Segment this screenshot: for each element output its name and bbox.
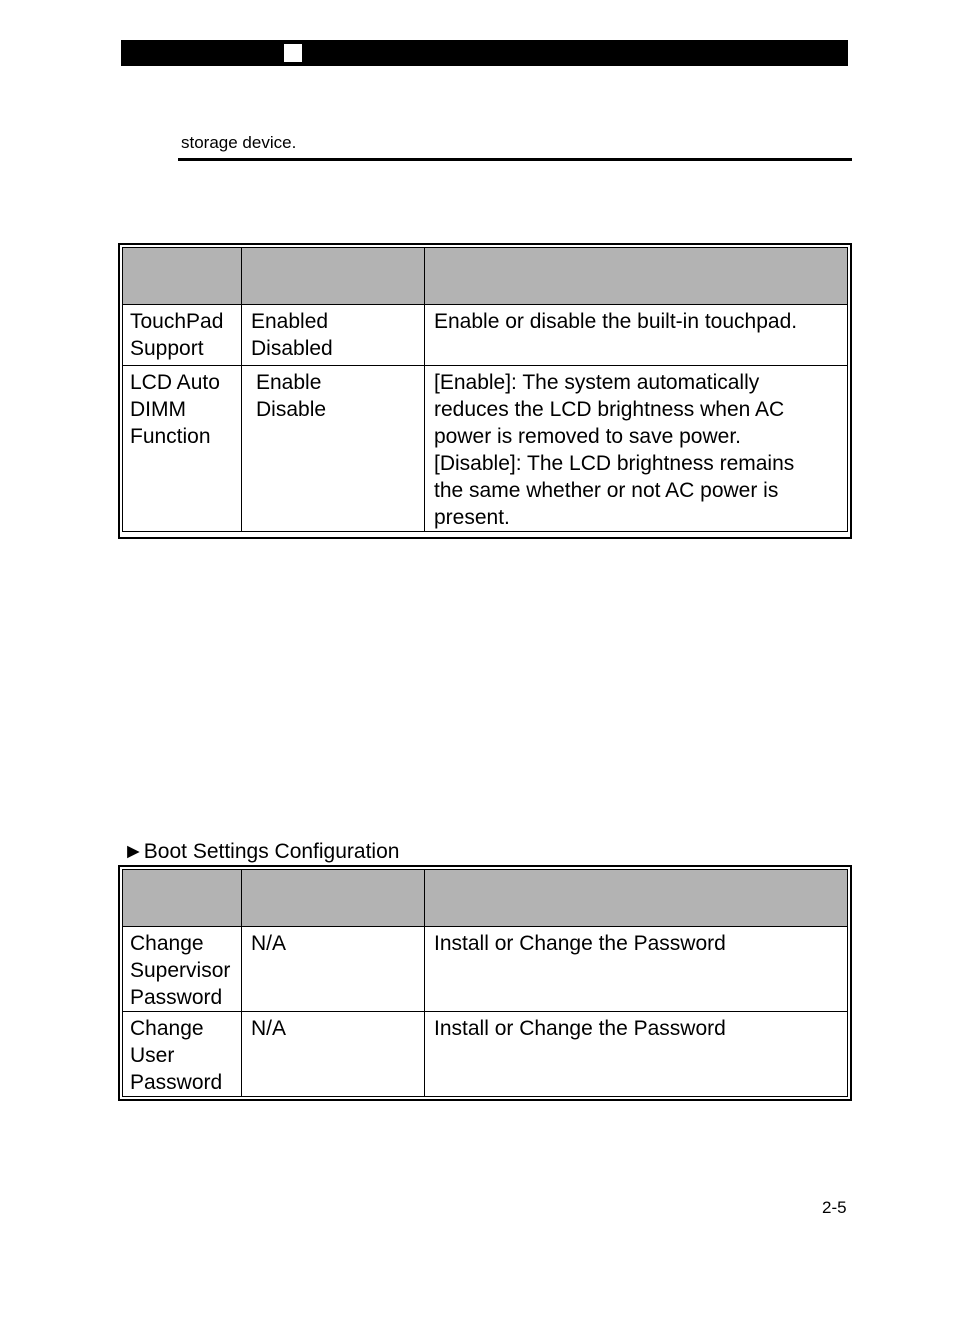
item-line: Function [130,425,211,448]
description-cell [425,366,848,532]
description-line: power is removed to save power. [434,425,741,448]
intro-text: storage device. [181,133,297,152]
table-row [123,1012,848,1097]
options-cell [242,1012,425,1097]
options-cell [242,366,425,532]
item-line: Supervisor [130,959,231,982]
table-row [123,366,848,532]
header-cell-item [123,248,242,305]
option-line: Disable [256,398,327,421]
header-cell-options [242,870,425,927]
description-line: Enable or disable the built-in touchpad. [434,310,798,333]
item-cell [123,1012,242,1097]
header-cell-item [123,870,242,927]
option-line: Enable [256,371,322,394]
option-line: N/A [251,1017,287,1040]
table-features [118,243,852,539]
header-cell-description [425,248,848,305]
description-cell [425,1012,848,1097]
description-line: present. [434,506,510,529]
item-cell [123,305,242,366]
item-line: DIMM [130,398,186,421]
description-line: the same whether or not AC power is [434,479,779,502]
table-row [123,305,848,366]
section-title: ►Boot Settings Configuration [123,840,400,863]
description-cell [425,305,848,366]
table-row [123,927,848,1012]
description-line: Install or Change the Password [434,932,726,955]
item-line: LCD Auto [130,371,220,394]
description-line: reduces the LCD brightness when AC [434,398,785,421]
description-line: [Enable]: The system automatically [434,371,760,394]
table-header-row [123,248,848,305]
options-cell [242,927,425,1012]
table-header-row [123,870,848,927]
header-cell-description [425,870,848,927]
header-bar [121,40,848,66]
item-line: Password [130,1071,223,1094]
option-line: N/A [251,932,287,955]
option-line: Enabled [251,310,329,333]
item-cell [123,366,242,532]
description-line: [Disable]: The LCD brightness remains [434,452,795,475]
header-cell-options [242,248,425,305]
item-line: User [130,1044,175,1067]
item-line: Change [130,932,204,955]
item-line: Support [130,337,204,360]
item-line: Password [130,986,223,1009]
table-boot-settings [118,865,852,1101]
description-cell [425,927,848,1012]
option-line: Disabled [251,337,333,360]
header-square-icon [284,44,302,62]
item-line: Change [130,1017,204,1040]
item-line: TouchPad [130,310,224,333]
item-cell [123,927,242,1012]
options-cell [242,305,425,366]
description-line: Install or Change the Password [434,1017,726,1040]
intro-rule [178,158,852,161]
page-number: 2-5 [822,1198,847,1217]
